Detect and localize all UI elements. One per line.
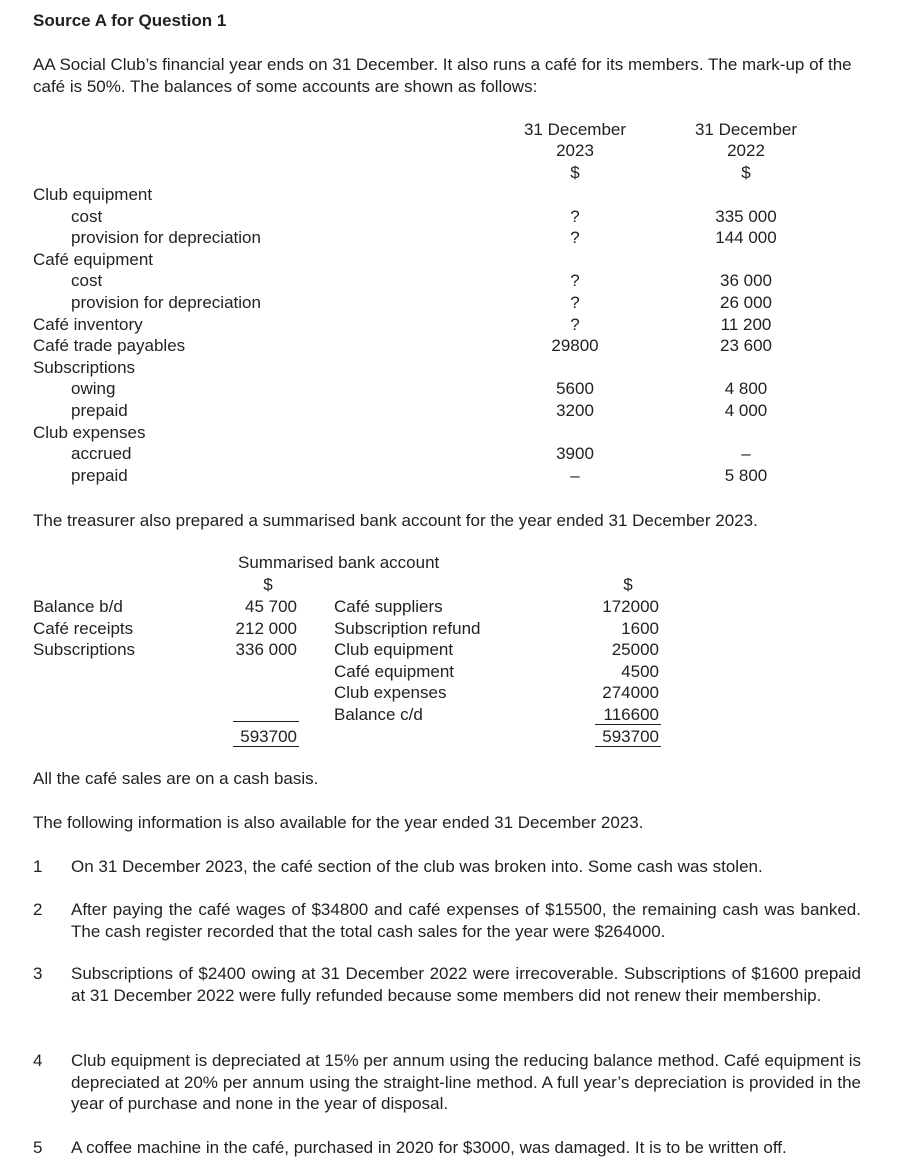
bank-credit-amount: 1600	[621, 618, 659, 638]
info-intro: The following information is also available for the year ended 31 December 2023.	[33, 813, 644, 832]
info-item-text: A coffee machine in the café, purchased in 2020 for $3000, was damaged. It is to be written off.	[71, 1138, 787, 1157]
bank-debit-currency: $	[263, 575, 273, 594]
balance-2022-value: 4 800	[724, 379, 768, 399]
bank-debit-label: Subscriptions	[33, 640, 136, 660]
balance-row-label: accrued	[71, 444, 132, 464]
cash-note: All the café sales are on a cash basis.	[33, 769, 319, 788]
balance-2023-value: ?	[570, 228, 580, 248]
balance-2022-value: 36 000	[720, 271, 772, 291]
info-item-text: After paying the café wages of $34800 and café expenses of $15500, the remaining cash was banked. The cash register recorded that the total cash sales for the year were $264000.	[71, 900, 861, 941]
bank-debit-amount: 212 000	[235, 618, 297, 638]
bank-credit-label: Club equipment	[334, 640, 454, 660]
balance-row-label: owing	[71, 379, 116, 399]
info-item-number: 4	[33, 1051, 43, 1070]
bank-credit-label: Subscription refund	[334, 618, 481, 638]
bank-credit-currency: $	[623, 575, 633, 594]
balance-2022-value: 26 000	[720, 293, 772, 312]
balance-2022-value: –	[741, 444, 751, 464]
info-item-text: On 31 December 2023, the café section of the club was broken into. Some cash was stolen.	[71, 857, 763, 876]
bank-credit-amount: 274000	[602, 683, 659, 703]
info-item-number: 5	[33, 1138, 43, 1157]
credit-total: 593700	[602, 727, 659, 746]
debit-total-top-rule	[233, 721, 299, 722]
col-2022-header-line2: 2022	[727, 141, 765, 160]
col-2023-currency: $	[570, 163, 580, 182]
col-2022-header-line1: 31 December	[694, 120, 798, 139]
balance-2022-value: 335 000	[715, 206, 777, 226]
debit-total-bottom-rule	[233, 746, 299, 747]
balance-row-label: Café inventory	[33, 314, 143, 334]
intro-paragraph: AA Social Club’s financial year ends on 31 December. It also runs a café for its members. The mark-up of the café is 50%. The balances of some accounts are shown as follows:	[33, 55, 852, 96]
balance-row-label: prepaid	[71, 465, 128, 485]
bank-account-title: Summarised bank account	[238, 553, 440, 572]
balance-2023-value: 3200	[556, 401, 594, 420]
bank-credit-label: Café suppliers	[334, 597, 443, 616]
balance-2023-value: 29800	[551, 336, 599, 356]
balance-2022-value: 5 800	[724, 465, 768, 485]
balance-2023-value: ?	[570, 293, 580, 312]
balance-row-label: Subscriptions	[33, 357, 136, 377]
credit-total-top-rule	[595, 724, 661, 725]
credit-total-bottom-rule	[595, 746, 661, 747]
balance-2023-value: ?	[570, 271, 580, 291]
col-2023-header-line1: 31 December	[523, 120, 627, 139]
balance-2022-value: 4 000	[724, 401, 768, 420]
info-item-text: Club equipment is depreciated at 15% per annum using the reducing balance method. Café equipment is depreciated at 20% per annum using the straight-line method. A full year’s depreciation is provided in the year of purchase and none in the year of disposal.	[71, 1051, 861, 1114]
balance-2022-value: 23 600	[720, 336, 772, 356]
balance-2022-value: 144 000	[715, 228, 777, 248]
bank-credit-amount: 25000	[611, 640, 659, 660]
info-item-text: Subscriptions of $2400 owing at 31 December 2022 were irrecoverable. Subscriptions of $1600 prepaid at 31 December 2022 were fully refunded because some members did not renew their membership.	[71, 964, 861, 1005]
balance-row-label: Café equipment	[33, 249, 154, 269]
info-item-number: 3	[33, 964, 43, 983]
bank-debit-amount: 45 700	[245, 597, 297, 616]
balance-row-label: prepaid	[71, 401, 128, 420]
balance-row-label: provision for depreciation	[71, 293, 261, 312]
bank-intro: The treasurer also prepared a summarised bank account for the year ended 31 December 2023.	[33, 511, 758, 530]
col-2022-currency: $	[741, 163, 751, 182]
source-heading: Source A for Question 1	[33, 11, 227, 30]
debit-total: 593700	[240, 727, 297, 746]
bank-credit-amount: 172000	[602, 597, 659, 616]
balance-row-label: Café trade payables	[33, 336, 186, 356]
balance-row-label: Club equipment	[33, 185, 153, 204]
col-2023-header-line2: 2023	[556, 141, 594, 160]
bank-credit-label: Café equipment	[334, 661, 455, 681]
bank-debit-amount: 336 000	[235, 640, 297, 660]
balance-2023-value: ?	[570, 314, 580, 334]
balance-row-label: provision for depreciation	[71, 228, 261, 248]
balance-2023-value: 5600	[556, 379, 594, 399]
balance-2023-value: ?	[570, 206, 580, 226]
balance-row-label: Club expenses	[33, 422, 146, 442]
info-item-number: 1	[33, 857, 43, 876]
balance-2023-value: 3900	[556, 444, 594, 464]
balance-row-label: cost	[71, 206, 103, 226]
bank-credit-label: Club expenses	[334, 683, 447, 703]
info-item-number: 2	[33, 900, 43, 919]
bank-debit-label: Balance b/d	[33, 597, 123, 616]
bank-debit-label: Café receipts	[33, 618, 134, 638]
bank-credit-label: Balance c/d	[334, 705, 423, 724]
bank-credit-amount: 116600	[603, 705, 659, 724]
bank-credit-amount: 4500	[621, 661, 659, 681]
balance-2023-value: –	[570, 465, 580, 485]
balance-row-label: cost	[71, 271, 103, 291]
balance-2022-value: 11 200	[720, 314, 772, 334]
